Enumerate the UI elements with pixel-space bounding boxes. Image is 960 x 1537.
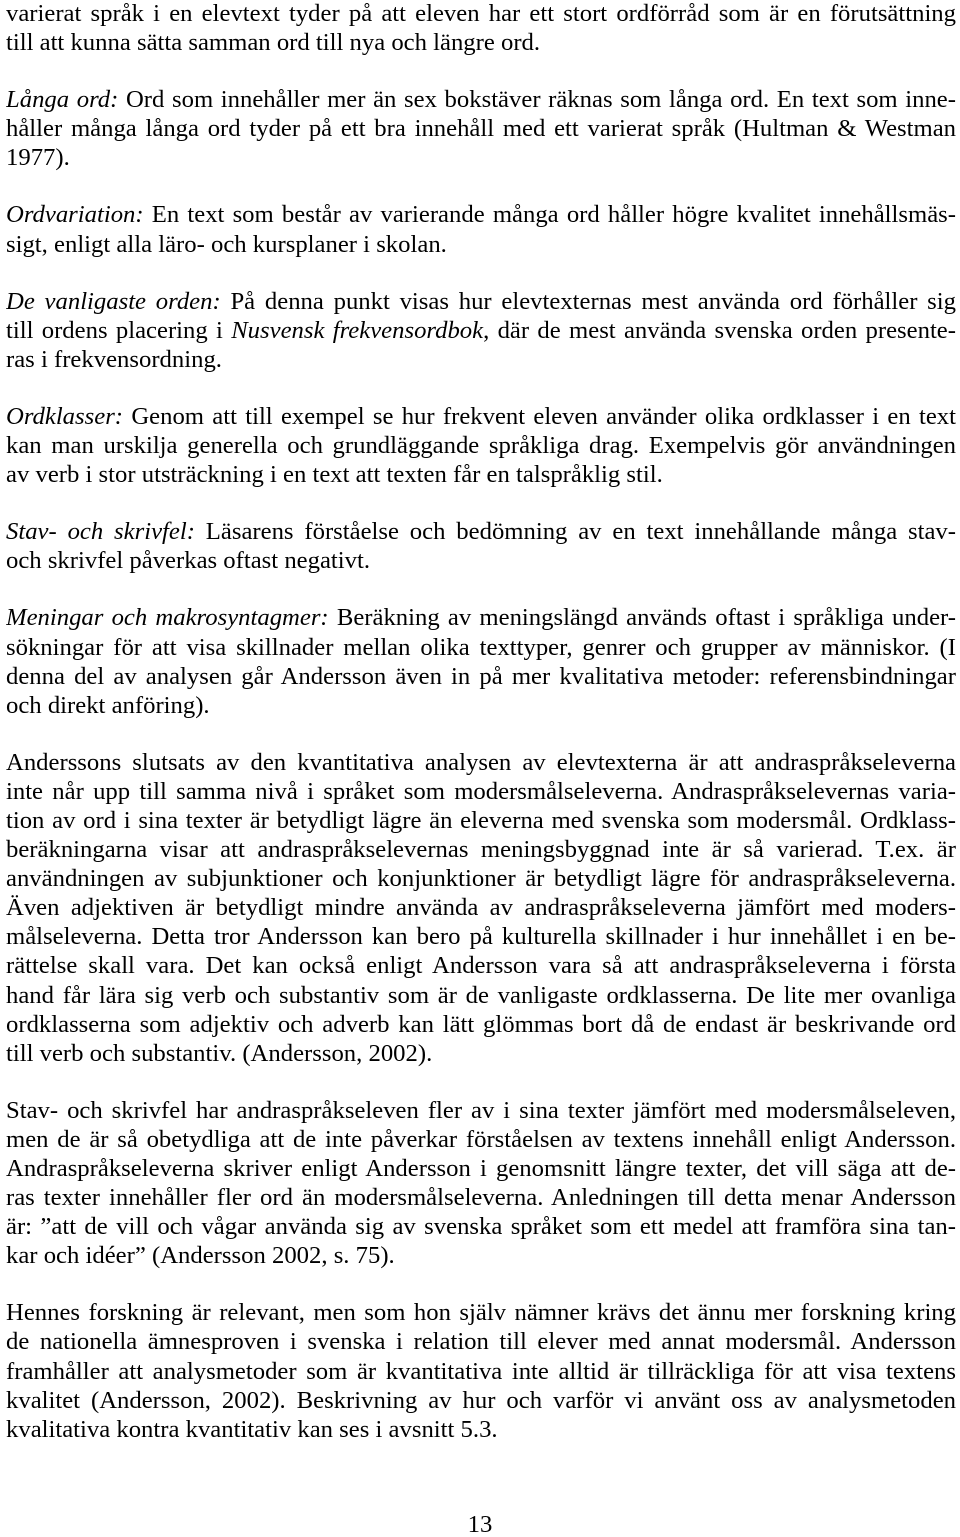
page-number: 13	[467, 1511, 493, 1537]
line-text: En text som består av varierande många ord håller högre kvalitet innehållsmäs-	[143, 201, 956, 229]
body-text	[6, 0, 956, 1472]
text-line	[6, 517, 956, 546]
line-text: Ord som innehåller mer än sex bokstäver räknas som långa ord. En text som inne-	[118, 86, 956, 114]
paragraph-ordklasser	[6, 402, 956, 489]
text-line: målseleverna. Detta tror Andersson kan bero på kulturella skillnader i hur innehållet i en be-	[6, 923, 956, 951]
paragraph-stav-och-skrivfel-resultat	[6, 1096, 956, 1271]
paragraph-intro-continuation	[6, 0, 956, 57]
text-line: varierat språk i en elevtext tyder på att eleven har ett stort ordförråd som är en förutsättning	[6, 0, 956, 27]
text-line: och skrivfel påverkas oftast negativt.	[6, 547, 371, 575]
text-line: Anderssons slutsats av den kvantitativa analysen av elevtexterna är att andraspråkseleverna	[6, 748, 956, 776]
text-line: de nationella ämnesproven i svenska i relation till elever med annat modersmål. Andersson	[6, 1328, 956, 1356]
paragraph-ordvariation	[6, 200, 956, 258]
text-line: Stav- och skrivfel har andraspråkseleven fler av i sina texter jämfört med modersmålseleven,	[6, 1096, 956, 1124]
text-line	[6, 287, 956, 316]
text-line: beräkningarna visar att andraspråkselevernas meningsbyggnad inte är så varierad. T.ex. är	[6, 836, 956, 864]
paragraph-de-vanligaste-orden	[6, 287, 956, 374]
text-line: håller många långa ord tyder på ett bra innehåll med ett varierat språk (Hultman & Westman	[6, 115, 956, 143]
text-line: användningen av subjunktioner och konjunktioner är betydligt lägre för andraspråkseleverna.	[6, 865, 956, 893]
text-line: Även adjektiven är betydligt mindre använda av andraspråkseleverna jämfört med moders-	[6, 894, 956, 922]
text-line: kar och idéer” (Andersson 2002, s. 75).	[6, 1242, 395, 1270]
text-line: till att kunna sätta samman ord till nya och längre ord.	[6, 29, 541, 57]
paragraph-anderssons-slutsats	[6, 748, 956, 1068]
text-line: sigt, enligt alla läro- och kursplaner i skolan.	[6, 230, 447, 258]
line-text: På denna punkt visas hur elevtexternas mest använda ord förhåller sig	[220, 287, 956, 315]
text-line	[6, 200, 956, 229]
text-line: kvalitativa kontra kvantitativ kan ses i avsnitt 5.3.	[6, 1415, 498, 1443]
text-line: kan man urskilja generella och grundläggande språkliga drag. Exempelvis gör användningen	[6, 432, 956, 460]
text-line: till verb och substantiv. (Andersson, 2002).	[6, 1039, 433, 1067]
term-label: Ordklasser:	[6, 402, 124, 430]
cited-title: Nusvensk frekvensordbok	[231, 316, 484, 344]
text-line: och direkt anföring).	[6, 691, 210, 719]
text-line: ras texter innehåller fler ord än modersmålseleverna. Anledningen till detta menar Andersson	[6, 1184, 956, 1212]
term-label: Ordvariation:	[6, 201, 144, 229]
term-label: Meningar och makrosyntagmer:	[6, 604, 329, 632]
text-line: inte når upp till samma nivå i språket som modersmålseleverna. Andraspråkselevernas varia-	[6, 777, 956, 805]
text-line: rättelse skall vara. Det kan också enligt Andersson vara så att andraspråkseleverna i första	[6, 952, 956, 980]
term-label: De vanligaste orden:	[6, 287, 221, 315]
text-line: men de är så obetydliga att de inte påverkar förståelsen av textens innehåll enligt Andersson.	[6, 1125, 956, 1153]
text-line: framhåller att analysmetoder som är kvantitativa inte alltid är tillräckliga för att visa textens	[6, 1357, 956, 1385]
text-line: tion av ord i sina texter är betydligt lägre än eleverna med svenska som modersmål. Ordklass-	[6, 806, 956, 834]
text-line	[6, 603, 956, 632]
text-line	[6, 402, 956, 431]
paragraph-meningar-och-makrosyntagmer	[6, 603, 956, 719]
paragraph-stav-och-skrivfel	[6, 517, 956, 575]
text-line	[6, 316, 956, 345]
line-text: , där de mest använda svenska orden presente-	[483, 316, 956, 344]
line-text: Beräkning av meningslängd används oftast i språkliga under-	[328, 604, 956, 632]
line-text: Läsarens förståelse och bedömning av en text innehållande många stav-	[194, 518, 956, 546]
text-line: kvalitet (Andersson, 2002). Beskrivning av hur och varför vi använt oss av analysmetoden	[6, 1386, 956, 1414]
text-line: Hennes forskning är relevant, men som hon själv nämner krävs det ännu mer forskning kring	[6, 1299, 956, 1327]
line-text: Genom att till exempel se hur frekvent eleven använder olika ordklasser i en text	[123, 402, 956, 430]
text-line	[6, 85, 956, 114]
text-line: ras i frekvensordning.	[6, 345, 222, 373]
text-line: hand får lära sig verb och substantiv som är de vanligaste ordklasserna. De lite mer ovanliga	[6, 981, 956, 1009]
text-line: Andraspråkseleverna skriver enligt Andersson i genomsnitt längre texter, det vill säga att de-	[6, 1155, 956, 1182]
text-line: ordklasserna som adjektiv och adverb kan lätt glömmas bort då de endast är beskrivande ord	[6, 1010, 956, 1038]
term-label: Långa ord:	[6, 86, 119, 114]
text-line: 1977).	[6, 144, 70, 172]
text-line: denna del av analysen går Andersson även in på mer kvalitativa metoder: referensbindningar	[6, 662, 956, 690]
text-line: av verb i stor utsträckning i en text att texten får en talspråklig stil.	[6, 461, 663, 489]
text-line: är: ”att de vill och vågar använda sig av svenska språket som ett medel att framföra sina tan-	[6, 1213, 956, 1241]
paragraph-langa-ord	[6, 85, 956, 172]
line-text: till ordens placering i	[6, 316, 232, 344]
paragraph-hennes-forskning	[6, 1298, 956, 1443]
term-label: Stav- och skrivfel:	[6, 518, 195, 546]
text-line: sökningar för att visa skillnader mellan olika texttyper, genrer och grupper av människor. (I	[6, 633, 956, 661]
